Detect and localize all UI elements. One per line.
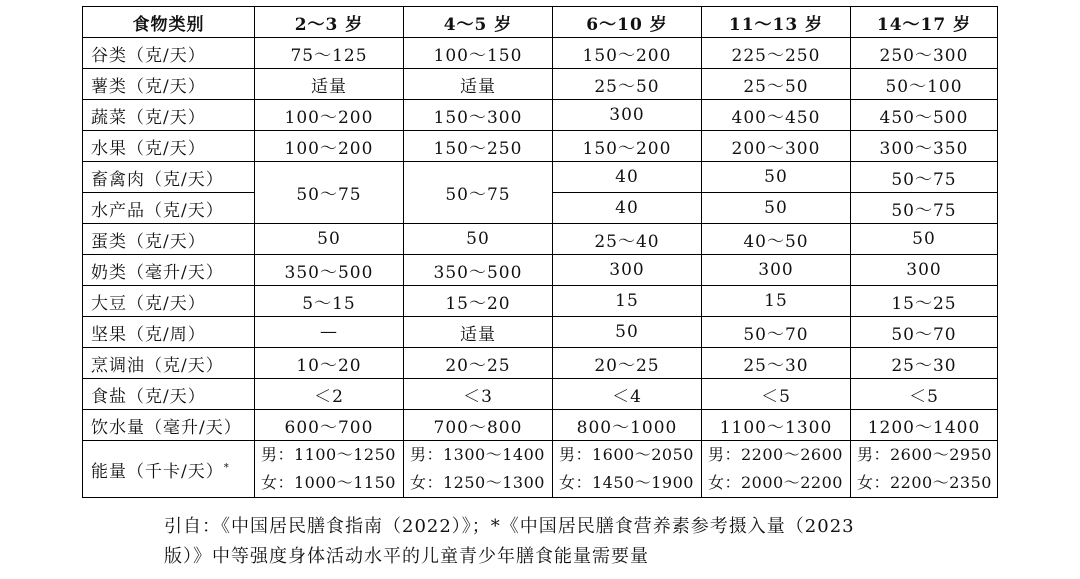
table-cell: ＜2: [255, 379, 404, 410]
table-row: [83, 100, 998, 131]
table-cell: 800～1000: [553, 410, 702, 441]
energy-cell: [553, 441, 702, 498]
table-cell: 150～200: [553, 38, 702, 69]
table-cell: 20～25: [553, 348, 702, 379]
table-cell: 15: [702, 286, 851, 317]
table-cell: 1100～1300: [702, 410, 851, 441]
table-cell: 300: [553, 255, 702, 286]
table-cell: 100～200: [255, 100, 404, 131]
table-row: [83, 317, 998, 348]
source-footnote: [164, 512, 944, 572]
energy-cell: [255, 441, 404, 498]
table-cell: 75～125: [255, 38, 404, 69]
table-cell: 50: [404, 224, 553, 255]
table-cell-merged: 50～75: [255, 162, 404, 224]
table-row: [83, 410, 998, 441]
table-header-row: [83, 7, 998, 38]
table-row: [83, 69, 998, 100]
row-label: 奶类（毫升/天）: [83, 255, 255, 286]
table-cell: ＜5: [851, 379, 998, 410]
table-cell: ＜3: [404, 379, 553, 410]
table-row: [83, 162, 998, 193]
table-cell: 150～250: [404, 131, 553, 162]
energy-row: [83, 441, 998, 498]
row-label: 饮水量（毫升/天）: [83, 410, 255, 441]
footnote-line-1: 引自：《中国居民膳食指南（2022）》；*《中国居民膳食营养素参考摄入量（2023: [164, 516, 855, 537]
row-label: 薯类（克/天）: [83, 69, 255, 100]
footnote-mark: *: [223, 461, 230, 473]
header-age-11-13: 11～13 岁: [702, 7, 851, 38]
table-cell: 600～700: [255, 410, 404, 441]
table-cell-merged: 50～75: [404, 162, 553, 224]
table-cell: 50: [553, 317, 702, 348]
table-row: [83, 38, 998, 69]
table-row: [83, 255, 998, 286]
table-cell: 250～300: [851, 38, 998, 69]
row-label: 烹调油（克/天）: [83, 348, 255, 379]
energy-female: 女：2200～2350: [857, 473, 992, 492]
row-label: 水产品（克/天）: [83, 193, 255, 224]
header-age-14-17: 14～17 岁: [851, 7, 998, 38]
row-label: 蛋类（克/天）: [83, 224, 255, 255]
table-cell: 1200～1400: [851, 410, 998, 441]
table-cell: 350～500: [255, 255, 404, 286]
table-cell: 300: [553, 100, 702, 131]
table-cell: 15～20: [404, 286, 553, 317]
table-cell: 100～200: [255, 131, 404, 162]
energy-male: 男：2200～2600: [708, 445, 843, 464]
energy-male: 男：1600～2050: [559, 445, 694, 464]
table-cell: 150～200: [553, 131, 702, 162]
table-cell: 200～300: [702, 131, 851, 162]
row-label: 大豆（克/天）: [83, 286, 255, 317]
table-cell: 50～75: [851, 162, 998, 193]
energy-label-text: 能量（千卡/天）: [91, 461, 224, 482]
energy-female: 女：1000～1150: [261, 473, 396, 492]
table-cell: 适量: [255, 69, 404, 100]
table-cell: 100～150: [404, 38, 553, 69]
table-cell: 25～40: [553, 224, 702, 255]
energy-female: 女：1250～1300: [410, 473, 545, 492]
table-cell: 适量: [404, 317, 553, 348]
energy-male: 男：1100～1250: [261, 445, 396, 464]
table-cell: 50: [851, 224, 998, 255]
table-cell: 350～500: [404, 255, 553, 286]
table-cell: 450～500: [851, 100, 998, 131]
table-cell: 50～100: [851, 69, 998, 100]
table-cell: 40: [553, 193, 702, 224]
table-cell: 400～450: [702, 100, 851, 131]
header-food-category: 食物类别: [83, 7, 255, 38]
table-cell: 25～50: [553, 69, 702, 100]
row-label: 坚果（克/周）: [83, 317, 255, 348]
table-row: [83, 286, 998, 317]
footnote-line-2: 版）》中等强度身体活动水平的儿童青少年膳食能量需要量: [164, 546, 649, 567]
table-cell: —: [255, 317, 404, 348]
table-cell: 5～15: [255, 286, 404, 317]
energy-female: 女：1450～1900: [559, 473, 694, 492]
energy-female: 女：2000～2200: [708, 473, 843, 492]
table-cell: 40: [553, 162, 702, 193]
table-cell: 50: [702, 193, 851, 224]
energy-male: 男：2600～2950: [857, 445, 992, 464]
table-cell: 700～800: [404, 410, 553, 441]
table-cell: 25～50: [702, 69, 851, 100]
table-cell: 50: [255, 224, 404, 255]
table-cell: ＜4: [553, 379, 702, 410]
header-age-6-10: 6～10 岁: [553, 7, 702, 38]
energy-row-label: [83, 441, 255, 498]
header-age-2-3: 2～3 岁: [255, 7, 404, 38]
table-cell: 25～30: [851, 348, 998, 379]
row-label: 谷类（克/天）: [83, 38, 255, 69]
table-row: [83, 348, 998, 379]
table-cell: ＜5: [702, 379, 851, 410]
row-label: 畜禽肉（克/天）: [83, 162, 255, 193]
table-cell: 25～30: [702, 348, 851, 379]
table-cell: 适量: [404, 69, 553, 100]
table-cell: 50～70: [851, 317, 998, 348]
table-cell: 15: [553, 286, 702, 317]
row-label: 食盐（克/天）: [83, 379, 255, 410]
table-cell: 300～350: [851, 131, 998, 162]
table-cell: 150～300: [404, 100, 553, 131]
table-row: [83, 379, 998, 410]
dietary-recommendation-table: [82, 6, 998, 498]
table-cell: 50: [702, 162, 851, 193]
table-cell: 50～70: [702, 317, 851, 348]
table-cell: 50～75: [851, 193, 998, 224]
table-cell: 20～25: [404, 348, 553, 379]
energy-cell: [702, 441, 851, 498]
table-cell: 40～50: [702, 224, 851, 255]
energy-cell: [404, 441, 553, 498]
energy-male: 男：1300～1400: [410, 445, 545, 464]
energy-cell: [851, 441, 998, 498]
table-cell: 15～25: [851, 286, 998, 317]
row-label: 蔬菜（克/天）: [83, 100, 255, 131]
table-cell: 300: [851, 255, 998, 286]
table-row: [83, 131, 998, 162]
header-age-4-5: 4～5 岁: [404, 7, 553, 38]
row-label: 水果（克/天）: [83, 131, 255, 162]
table-row: [83, 224, 998, 255]
table-cell: 10～20: [255, 348, 404, 379]
table-cell: 300: [702, 255, 851, 286]
table-cell: 225～250: [702, 38, 851, 69]
